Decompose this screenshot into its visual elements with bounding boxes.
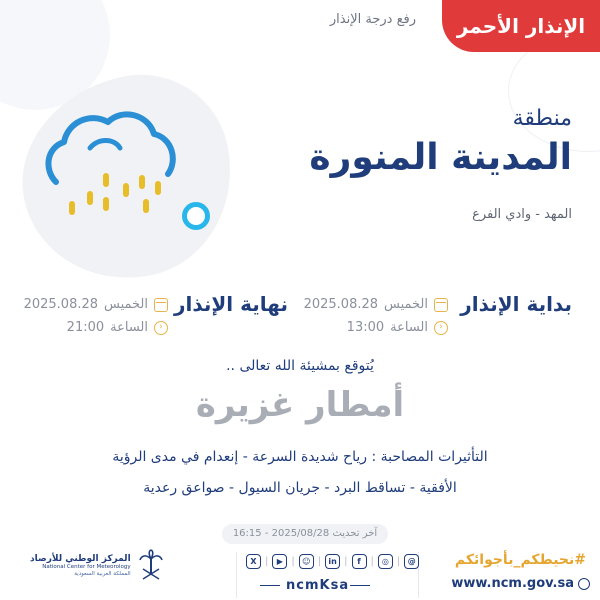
start-date-row xyxy=(304,297,448,312)
raise-level-label: رفع درجة الإنذار xyxy=(329,12,416,27)
last-update-value: 2025/08/28 - 16:15 xyxy=(232,528,330,539)
red-alert-banner xyxy=(442,0,600,52)
footer-divider xyxy=(236,552,237,598)
cloud-rain-icon xyxy=(38,104,188,224)
logo-text xyxy=(30,554,131,577)
clock-icon: ‹ xyxy=(434,321,448,335)
affected-areas: المهد - وادي الفرع xyxy=(472,207,572,222)
forecast-condition: أمطار غزيرة xyxy=(195,385,405,425)
snapchat-icon[interactable]: ☺ xyxy=(299,554,314,569)
facebook-icon[interactable]: f xyxy=(352,554,367,569)
website-link[interactable] xyxy=(451,576,590,591)
start-time-row xyxy=(347,320,448,335)
globe-icon xyxy=(578,578,590,590)
x-icon[interactable]: X xyxy=(246,554,261,569)
region-label: منطقة xyxy=(512,106,572,131)
clock-icon: ‹ xyxy=(154,321,168,335)
start-date: 2025.08.28 xyxy=(303,297,379,312)
end-time-row xyxy=(67,320,168,335)
effects-line-1: التأثيرات المصاحبة : رياح شديدة السرعة - إنعدام في مدى الرؤية xyxy=(112,449,488,465)
org-name-ar: المركز الوطني للأرصاد xyxy=(30,553,131,564)
alert-level-label: الإنذار الأحمر xyxy=(456,14,586,38)
region-name: المدينة المنورة xyxy=(309,137,572,178)
effects-line-2: الأفقية - تساقط البرد - جريان السيول - صواعق رعدية xyxy=(143,480,457,496)
youtube-icon[interactable]: ▶ xyxy=(272,554,287,569)
start-block xyxy=(460,292,572,316)
social-links: X | ▶ | ☺ | in | f | ◎ | @ xyxy=(246,554,419,569)
website-url[interactable]: www.ncm.gov.sa xyxy=(451,576,574,591)
handle-decoration xyxy=(260,585,280,586)
start-title: بداية الإنذار xyxy=(460,292,572,316)
end-day: الخميس xyxy=(104,297,148,312)
end-time-label: الساعة xyxy=(110,320,148,335)
social-handle[interactable]: ncmKsa xyxy=(286,578,350,593)
end-block xyxy=(174,292,288,316)
end-date-row xyxy=(24,297,168,312)
start-time: 13:00 xyxy=(346,320,385,335)
start-day: الخميس xyxy=(384,297,428,312)
end-time: 21:00 xyxy=(66,320,105,335)
linkedin-icon[interactable]: in xyxy=(325,554,340,569)
last-update-label: آخر تحديث xyxy=(332,528,378,539)
hashtag: #نحيطكم_بأجوائكم xyxy=(454,552,586,568)
org-country: المملكة العربية السعودية xyxy=(74,570,131,577)
end-date: 2025.08.28 xyxy=(23,297,99,312)
forecast-intro: يُتوقع بمشيئة الله تعالى .. xyxy=(226,358,374,374)
palm-emblem-icon xyxy=(137,549,165,581)
handle-decoration xyxy=(350,585,370,586)
org-name-en: National Center for Meteorology xyxy=(42,563,131,570)
threads-icon[interactable]: @ xyxy=(404,554,419,569)
accent-ring xyxy=(182,202,210,230)
ncm-logo xyxy=(30,549,165,581)
start-time-label: الساعة xyxy=(390,320,428,335)
calendar-icon xyxy=(434,298,448,312)
calendar-icon xyxy=(154,298,168,312)
last-update-pill xyxy=(222,524,388,544)
instagram-icon[interactable]: ◎ xyxy=(378,554,393,569)
end-title: نهاية الإنذار xyxy=(173,292,288,316)
